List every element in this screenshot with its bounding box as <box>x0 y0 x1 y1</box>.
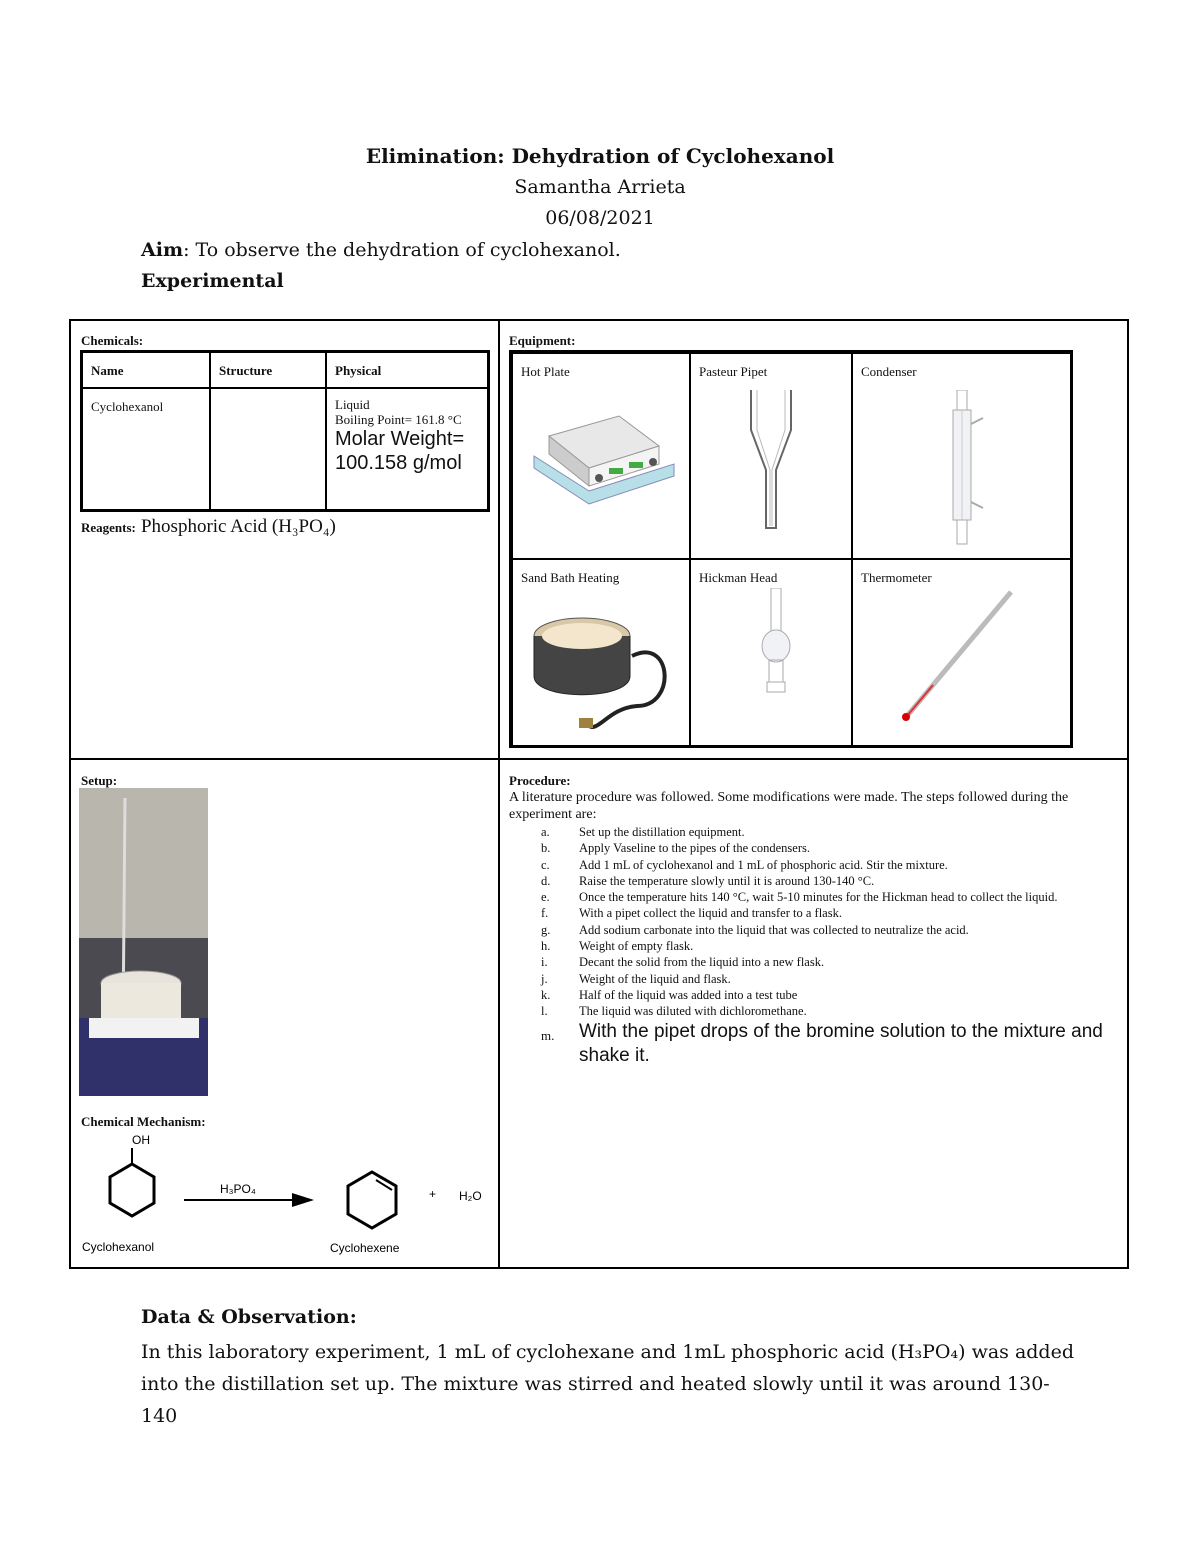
arrow-icon <box>292 1193 314 1207</box>
list-item <box>541 954 1121 970</box>
step-text: Set up the distillation equipment. <box>579 825 745 839</box>
step-key: k. <box>541 987 551 1002</box>
chemicals-table <box>80 350 490 512</box>
step-key: i. <box>541 955 548 970</box>
step-text: Apply Vaseline to the pipes of the condensers. <box>579 841 810 856</box>
plus-sign: + <box>429 1187 437 1201</box>
table-row <box>82 388 489 511</box>
water-label: H₂O <box>459 1189 482 1203</box>
equipment-label: Equipment: <box>509 333 576 348</box>
thermometer-icon <box>893 584 1063 734</box>
equipment-cell-thermometer <box>852 559 1073 748</box>
table-header-row <box>82 352 489 389</box>
step-text: Decant the solid from the liquid into a new flask. <box>579 955 825 970</box>
pasteur-pipet-icon <box>721 390 821 530</box>
hickman-head-icon <box>741 588 811 708</box>
chemical-name: Cyclohexanol <box>82 388 211 511</box>
step-key: e. <box>541 890 550 905</box>
reagents-label: Reagents: <box>81 520 136 535</box>
aim-label: Aim <box>141 239 184 261</box>
equipment-label-hickman-head: Hickman Head <box>699 570 778 585</box>
grid-divider-vertical <box>498 319 500 1269</box>
hot-plate-icon <box>529 406 679 506</box>
step-text: Once the temperature hits 140 °C, wait 5-10 minutes for the Hickman head to collect the liquid. <box>579 890 1058 905</box>
step-text: With the pipet drops of the bromine solution to the mixture and shake it. <box>579 1020 1103 1066</box>
step-key: g. <box>541 922 551 937</box>
step-key: h. <box>541 939 551 954</box>
list-item <box>541 971 1121 987</box>
step-text: Add sodium carbonate into the liquid that was collected to neutralize the acid. <box>579 922 969 937</box>
step-text: Add 1 mL of cyclohexanol and 1 mL of phosphoric acid. Stir the mixture. <box>579 857 948 872</box>
chemical-structure <box>210 388 326 511</box>
procedure-label: Procedure: <box>509 773 571 788</box>
cyclohexanol-ring <box>110 1164 154 1216</box>
step-key: d. <box>541 873 551 888</box>
step-text: Raise the temperature slowly until it is around 130-140 °C. <box>579 873 875 888</box>
table-header: Name <box>82 352 211 389</box>
list-item <box>541 889 1121 905</box>
step-key: c. <box>541 857 550 872</box>
chemicals-label: Chemicals: <box>81 333 144 348</box>
boiling-point: Boiling Point= 161.8 °C <box>335 412 462 427</box>
condenser-icon <box>923 390 1003 550</box>
procedure-list <box>541 824 1121 1068</box>
step-text: Half of the liquid was added into a test tube <box>579 987 798 1002</box>
step-key: l. <box>541 1004 548 1019</box>
document-title: Elimination: Dehydration of Cyclohexanol <box>365 144 835 168</box>
step-text: Weight of empty flask. <box>579 939 694 954</box>
list-item <box>541 1003 1121 1019</box>
list-item <box>541 857 1121 873</box>
list-item <box>541 938 1121 954</box>
physical-state: Liquid <box>335 397 370 412</box>
document-date: 06/08/2021 <box>545 207 655 229</box>
molar-weight: Molar Weight= 100.158 g/mol <box>335 428 465 474</box>
oh-label: OH <box>132 1133 150 1147</box>
reactant-label: Cyclohexanol <box>82 1240 155 1254</box>
step-key: j. <box>541 971 548 986</box>
list-item <box>541 922 1121 938</box>
experimental-heading: Experimental <box>141 270 284 292</box>
equipment-cell-hot-plate <box>512 353 690 559</box>
step-text: Weight of the liquid and flask. <box>579 971 731 986</box>
reagents-value: Phosphoric Acid (H₃PO₄) <box>140 516 336 537</box>
equipment-label-thermometer: Thermometer <box>861 570 932 585</box>
list-item <box>541 1020 1121 1068</box>
equipment-label-condenser: Condenser <box>861 364 917 379</box>
step-key: m. <box>541 1027 555 1043</box>
equipment-cell-condenser <box>852 353 1073 559</box>
step-key: a. <box>541 825 550 839</box>
setup-label: Setup: <box>81 773 118 788</box>
author-name: Samantha Arrieta <box>514 176 686 198</box>
equipment-grid <box>509 350 1073 748</box>
cyclohexene-ring <box>348 1172 396 1228</box>
list-item <box>541 840 1121 856</box>
table-header: Structure <box>210 352 326 389</box>
equipment-cell-hickman-head <box>690 559 852 748</box>
list-item <box>541 987 1121 1003</box>
equipment-cell-pasteur-pipet <box>690 353 852 559</box>
aim-line <box>141 239 621 261</box>
list-item <box>541 873 1121 889</box>
step-key: f. <box>541 906 549 921</box>
list-item <box>541 905 1121 921</box>
mechanism-diagram <box>78 1130 493 1260</box>
chemical-physical <box>326 388 489 511</box>
step-key: b. <box>541 841 551 856</box>
data-paragraph: In this laboratory experiment, 1 mL of cyclohexane and 1mL phosphoric acid (H₃PO₄) was added into the distillation set up. The mixture was stirred and heated slowly until it was around 130-140 <box>141 1341 1075 1427</box>
sand-bath-icon <box>527 596 677 746</box>
step-text: With a pipet collect the liquid and transfer to a flask. <box>579 906 842 921</box>
table-header: Physical <box>326 352 489 389</box>
step-text: The liquid was diluted with dichloromethane. <box>579 1004 807 1019</box>
data-heading: Data & Observation: <box>141 1306 357 1328</box>
equipment-label-hot-plate: Hot Plate <box>521 364 570 379</box>
setup-photo <box>79 788 208 1096</box>
equipment-label-pasteur-pipet: Pasteur Pipet <box>699 364 768 379</box>
list-item <box>541 824 1121 840</box>
product-label: Cyclohexene <box>330 1241 400 1255</box>
reagents-line <box>81 516 336 538</box>
aim-text: : To observe the dehydration of cyclohexanol. <box>183 239 621 261</box>
mechanism-label: Chemical Mechanism: <box>81 1114 206 1129</box>
grid-divider-horizontal <box>69 758 1129 760</box>
equipment-label-sand-bath: Sand Bath Heating <box>521 570 620 585</box>
equipment-cell-sand-bath <box>512 559 690 748</box>
procedure-intro: A literature procedure was followed. Some modifications were made. The steps followed during the experiment are: <box>509 790 1069 822</box>
reagent-label: H₃PO₄ <box>220 1182 256 1196</box>
